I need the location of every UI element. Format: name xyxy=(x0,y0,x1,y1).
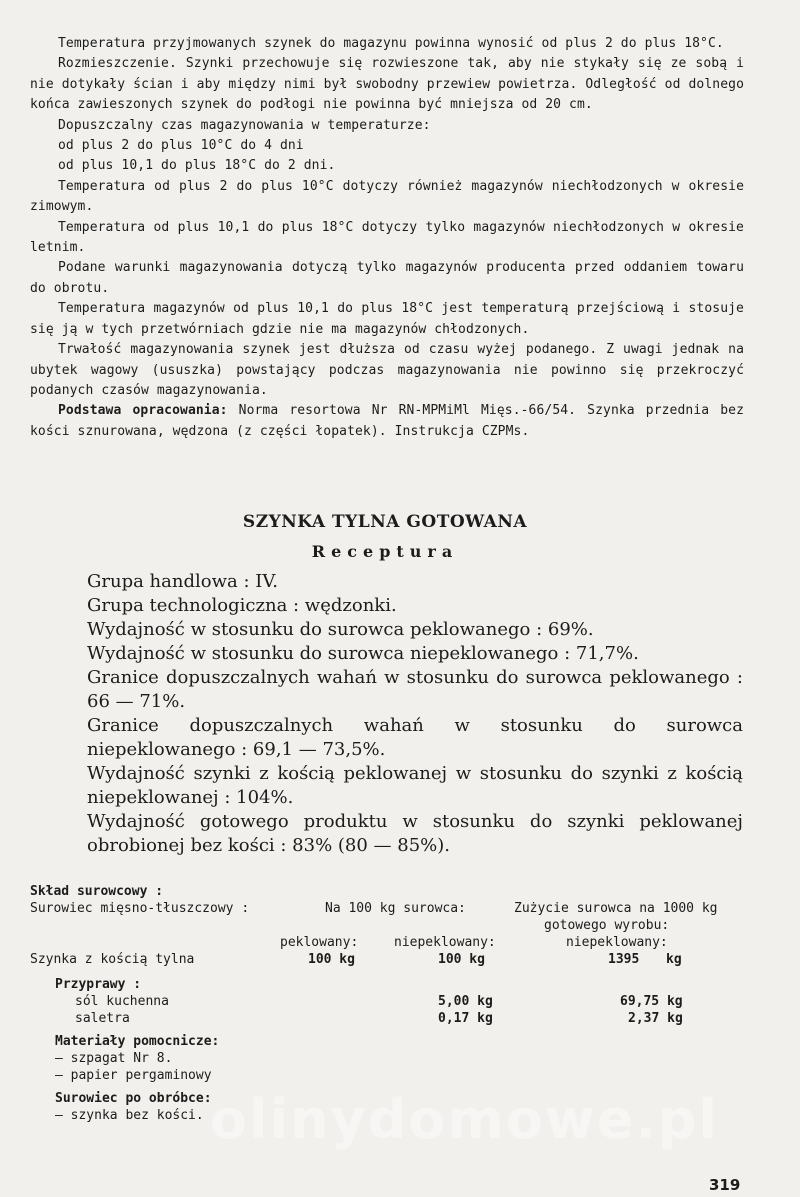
table-row xyxy=(30,993,750,1010)
item-niepekl: 5,00 kg xyxy=(438,994,493,1009)
obrobka-item: — szynka bez kości. xyxy=(55,1108,204,1123)
spec-line: Wydajność szynki z kością peklowanej w stosunku do szynki z kością niepeklowanej : 104%. xyxy=(87,763,743,808)
spec-line: Wydajność w stosunku do surowca niepeklowanego : 71,7%. xyxy=(87,643,639,664)
table-row xyxy=(30,1010,750,1027)
sub-header-niepekl: niepeklowany: xyxy=(394,935,496,950)
item-name: sól kuchenna xyxy=(75,994,169,1009)
spec-line: Grupa technologiczna : wędzonki. xyxy=(87,595,397,616)
paragraph-transitional: Temperatura magazynów od plus 10,1 do plus 18°C jest temperaturą przejściową i stosuje się ją w tych przetwórniach gdzie nie ma magazynów chłodzonych. xyxy=(30,301,744,337)
obrobka-heading: Surowiec po obróbce: xyxy=(55,1091,212,1106)
sklad-heading: Skład surowcowy : xyxy=(30,884,164,899)
item-name: Szynka z kością tylna xyxy=(30,952,195,967)
paragraph-durability: Trwałość magazynowania szynek jest dłuższa od czasu wyżej podanego. Z uwagi jednak na ubytek wagowy (ususzka) powstający podczas magazynowania nie powinno się przekroczyć podanych czasów magazynowania. xyxy=(30,342,744,398)
page-number: 319 xyxy=(709,1176,741,1194)
sub-header-pekl: peklowany: xyxy=(280,935,359,950)
item-pekl: 100 kg xyxy=(308,952,355,967)
col-usage-header: Zużycie surowca na 1000 kg xyxy=(514,901,718,916)
col-per100-header: Na 100 kg surowca: xyxy=(325,901,466,916)
col-raw-header: Surowiec mięsno-tłuszczowy : xyxy=(30,901,250,916)
paragraph-producer: Podane warunki magazynowania dotyczą tylko magazynów producenta przed oddaniem towaru do obrotu. xyxy=(30,260,744,296)
paragraph-placement: Rozmieszczenie. Szynki przechowuje się rozwieszone tak, aby nie stykały się ze sobą i nie dotykały ścian i aby między nimi był swobodny przewiew powietrza. Odległość od dolnego końca zawieszonych szynek do podłogi nie powinna być mniejsza od 20 cm. xyxy=(30,56,744,113)
item-niepekl: 100 kg xyxy=(438,952,485,967)
table-row xyxy=(30,951,750,968)
paragraph-winter: Temperatura od plus 2 do plus 10°C dotyczy również magazynów niechłodzonych w okresie zimowym. xyxy=(30,178,744,215)
paragraph-storage-time: Dopuszczalny czas magazynowania w temperaturze: xyxy=(58,117,431,133)
watermark: olinydomowe.pl xyxy=(210,1088,720,1151)
basis-label: Podstawa opracowania: xyxy=(58,403,228,419)
sub-header-usage: niepeklowany: xyxy=(566,935,668,950)
spec-line: Wydajność w stosunku do surowca peklowanego : 69%. xyxy=(87,619,594,640)
spec-line: Granice dopuszczalnych wahań w stosunku do surowca peklowanego : 66 — 71%. xyxy=(87,667,743,712)
item-usage: 2,37 kg xyxy=(628,1011,683,1026)
item-usage: 69,75 kg xyxy=(620,994,683,1009)
materialy-heading: Materiały pomocnicze: xyxy=(55,1034,220,1049)
spec-line: Wydajność gotowego produktu w stosunku do szynki peklowanej obrobionej bez kości : 83% (80 — 85%). xyxy=(87,811,743,856)
paragraph-range-2: od plus 10,1 do plus 18°C do 2 dni. xyxy=(58,158,336,174)
item-name: saletra xyxy=(75,1011,130,1026)
recipe-title: SZYNKA TYLNA GOTOWANA xyxy=(242,512,528,532)
materialy-item: — szpagat Nr 8. xyxy=(55,1051,173,1066)
recipe-subtitle: Receptura xyxy=(311,542,459,561)
spec-line: Grupa handlowa : IV. xyxy=(87,571,278,592)
materialy-item: — papier pergaminowy xyxy=(55,1068,212,1083)
item-usage-unit: kg xyxy=(666,952,682,967)
storage-text-block xyxy=(30,34,744,442)
paragraph-range-1: od plus 2 do plus 10°C do 4 dni xyxy=(58,138,304,154)
item-usage: 1395 xyxy=(608,952,640,967)
paragraph-basis: Podstawa opracowania: Norma resortowa Nr RN-MPMiMl Mięs.-66/54. Szynka przednia bez kości sznurowana, wędzona (z części łopatek). Instrukcja CZPMs. xyxy=(30,403,745,439)
col-usage-header-2: gotowego wyrobu: xyxy=(544,918,670,933)
recipe-specs xyxy=(87,570,743,858)
item-niepekl: 0,17 kg xyxy=(438,1011,493,1026)
spec-line: Granice dopuszczalnych wahań w stosunku do surowca niepeklowanego : 69,1 — 73,5%. xyxy=(87,715,743,760)
paragraph-summer: Temperatura od plus 10,1 do plus 18°C dotyczy tylko magazynów niechłodzonych w okresie letnim. xyxy=(30,219,744,256)
przyprawy-heading: Przyprawy : xyxy=(55,977,142,992)
paragraph-temperature: Temperatura przyjmowanych szynek do magazynu powinna wynosić od plus 2 do plus 18°C. xyxy=(58,36,724,51)
